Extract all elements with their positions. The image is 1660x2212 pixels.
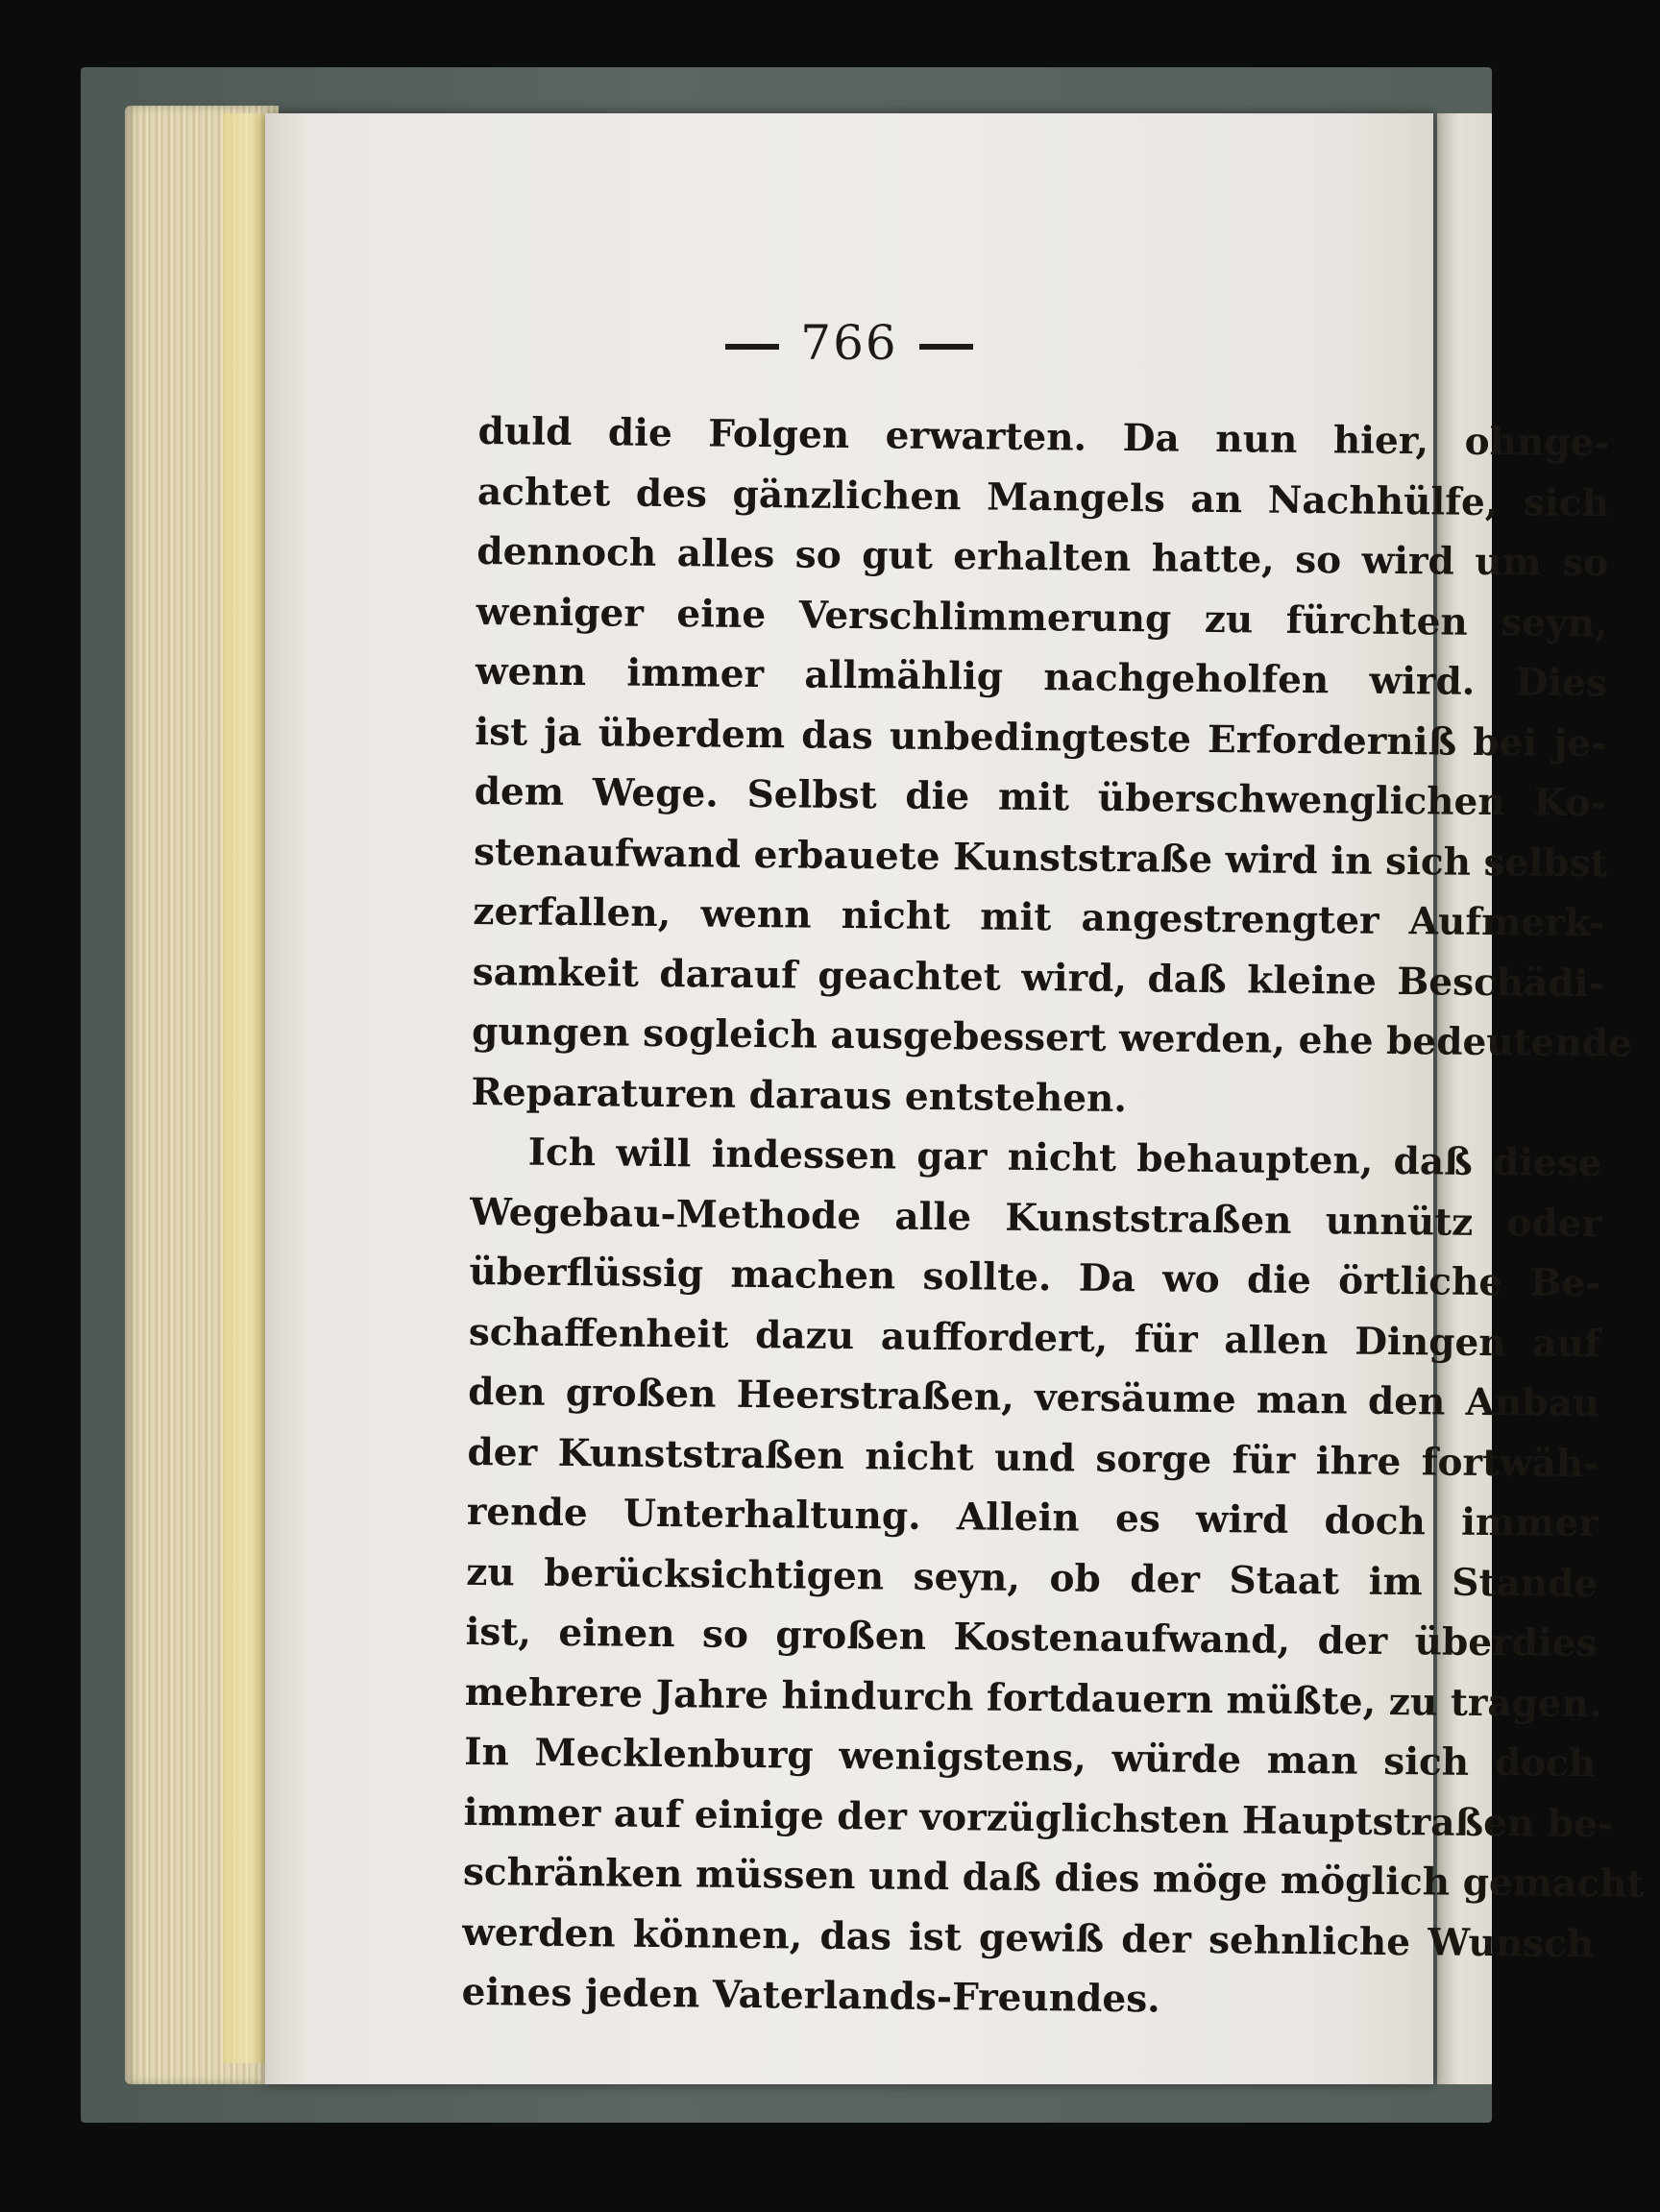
- text-line: Wegebau-Methode alle Kunststraßen unnütz oder: [469, 1189, 1602, 1246]
- text-line: gungen sogleich ausgebessert werden, ehe bedeutende: [471, 1009, 1633, 1066]
- text-line: immer auf einige der vorzüglichsten Hauptstraßen be-: [463, 1789, 1614, 1846]
- text-line: werden können, das ist gewiß der sehnliche Wunsch: [462, 1909, 1595, 1966]
- text-line: duld die Folgen erwarten. Da nun hier, ohnge-: [477, 408, 1610, 466]
- page-body: [461, 401, 1645, 2034]
- text-line: rende Unterhaltung. Allein es wird doch immer: [466, 1489, 1599, 1546]
- text-line: dennoch alles so gut erhalten hatte, so wird um so: [476, 528, 1609, 586]
- text-line: überflüssig machen sollte. Da wo die örtliche Be-: [469, 1249, 1601, 1306]
- text-line: den großen Heerstraßen, versäume man den Anbau: [467, 1369, 1600, 1426]
- page-number: 766: [800, 315, 898, 371]
- text-line: eines jeden Vaterlands-Freundes.: [461, 1969, 1161, 2022]
- text-line: ist, einen so großen Kostenaufwand, der überdies: [465, 1609, 1598, 1666]
- text-line: der Kunststraßen nicht und sorge für ihre fortwäh-: [467, 1429, 1599, 1486]
- text-line: dem Wege. Selbst die mit überschwenglichen Ko-: [474, 768, 1606, 826]
- text-line: zu berücksichtigen seyn, ob der Staat im Stande: [465, 1549, 1599, 1606]
- text-line: schaffenheit dazu auffordert, für allen Dingen auf: [468, 1309, 1601, 1366]
- text-line: zerfallen, wenn nicht mit angestrengter Aufmerk-: [473, 888, 1605, 946]
- text-line: samkeit darauf geachtet wird, daß kleine Beschädi-: [472, 949, 1604, 1006]
- text-line: Reparaturen daraus entstehen.: [471, 1069, 1128, 1121]
- header-dash-right: [919, 344, 973, 350]
- text-line: wenn immer allmählig nachgeholfen wird. Dies: [475, 648, 1608, 706]
- book-page: [265, 113, 1645, 2084]
- text-line: ist ja überdem das unbedingteste Erforderniß bei je-: [475, 709, 1607, 766]
- page-edges-gilt: [223, 113, 269, 2063]
- text-line: In Mecklenburg wenigstens, würde man sich doch: [464, 1729, 1597, 1787]
- text-line: weniger eine Verschlimmerung zu fürchten seyn,: [476, 589, 1608, 645]
- page-header: [265, 315, 1433, 371]
- text-line: achtet des gänzlichen Mangels an Nachhülfe, sich: [476, 469, 1610, 525]
- text-line: schränken müssen und daß dies möge möglich gemacht: [462, 1849, 1645, 1907]
- text-line: Ich will indessen gar nicht behaupten, daß diese: [527, 1130, 1602, 1186]
- header-dash-left: [725, 344, 779, 350]
- text-line: mehrere Jahre hindurch fortdauern müßte, zu tragen.: [464, 1669, 1602, 1726]
- text-line: stenaufwand erbauete Kunststraße wird in sich selbst: [473, 829, 1608, 886]
